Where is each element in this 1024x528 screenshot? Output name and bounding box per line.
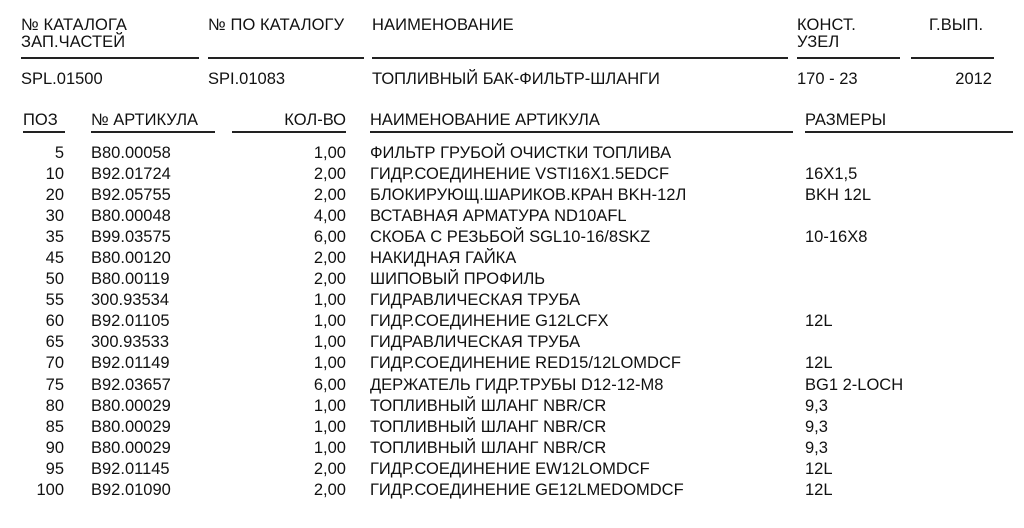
name-cell: ТОПЛИВНЫЙ ШЛАНГ NBR/CR: [370, 417, 607, 436]
name-cell: ГИДР.СОЕДИНЕНИЕ VSTI16X1.5EDCF: [370, 165, 670, 184]
table-row: [0, 164, 1024, 185]
pos-cell: 30: [45, 207, 64, 226]
assembly-value: 170 - 23: [797, 70, 858, 88]
name-cell: ГИДРАВЛИЧЕСКАЯ ТРУБА: [370, 333, 581, 352]
table-row: [0, 353, 1024, 374]
qty-cell: 1,00: [313, 438, 346, 457]
article-cell: B80.00120: [91, 249, 171, 268]
col-divider: [23, 131, 65, 133]
col-divider: [91, 131, 215, 133]
qty-cell: 1,00: [313, 417, 346, 436]
parts-table: [0, 143, 1024, 501]
name-cell: ВСТАВНАЯ АРМАТУРА ND10AFL: [370, 207, 627, 226]
qty-cell: 2,00: [313, 165, 346, 184]
col-divider: [232, 131, 346, 133]
col-header-article: № АРТИКУЛА: [91, 111, 199, 129]
pos-cell: 60: [45, 312, 64, 331]
table-row: [0, 269, 1024, 290]
col-header-name: НАИМЕНОВАНИЕ АРТИКУЛА: [370, 111, 600, 129]
article-cell: B80.00119: [91, 270, 170, 289]
table-row: [0, 396, 1024, 417]
name-cell: ФИЛЬТР ГРУБОЙ ОЧИСТКИ ТОПЛИВА: [370, 144, 672, 162]
col-header-qty: КОЛ-ВО: [284, 111, 346, 129]
article-cell: B92.01149: [91, 354, 170, 373]
by-catalog-label: № ПО КАТАЛОГУ: [208, 16, 345, 34]
name-label: НАИМЕНОВАНИЕ: [372, 16, 514, 34]
size-cell: 16X1,5: [805, 165, 858, 184]
article-cell: B80.00029: [91, 417, 171, 436]
size-cell: 12L: [805, 312, 833, 331]
col-divider: [370, 131, 793, 133]
name-value: ТОПЛИВНЫЙ БАК-ФИЛЬТР-ШЛАНГИ: [372, 70, 660, 88]
name-cell: ТОПЛИВНЫЙ ШЛАНГ NBR/CR: [370, 438, 607, 457]
catalog-no-label-line2: ЗАП.ЧАСТЕЙ: [21, 33, 126, 51]
table-row: [0, 185, 1024, 206]
pos-cell: 50: [45, 270, 64, 289]
assembly-label-line1: КОНСТ.: [797, 16, 856, 34]
qty-cell: 2,00: [313, 480, 346, 499]
year-label: Г.ВЫП.: [929, 16, 984, 34]
table-row: [0, 438, 1024, 459]
size-cell: 12L: [805, 459, 833, 478]
size-cell: 9,3: [805, 396, 828, 415]
table-row: [0, 248, 1024, 269]
assembly-label: [797, 17, 856, 51]
col-header-size: РАЗМЕРЫ: [805, 111, 887, 129]
pos-cell: 55: [45, 291, 64, 310]
table-row: [0, 206, 1024, 227]
size-cell: 12L: [805, 480, 833, 499]
article-cell: B92.03657: [91, 375, 171, 394]
pos-cell: 85: [45, 417, 64, 436]
name-cell: ГИДР.СОЕДИНЕНИЕ EW12LOMDCF: [370, 459, 650, 478]
header-divider: [21, 57, 199, 59]
year-value: 2012: [955, 70, 992, 88]
col-divider: [805, 131, 1013, 133]
qty-cell: 1,00: [313, 354, 346, 373]
article-cell: B92.01105: [91, 312, 170, 331]
table-row: [0, 375, 1024, 396]
size-cell: 10-16X8: [805, 228, 868, 247]
name-cell: ГИДР.СОЕДИНЕНИЕ GE12LMEDOMDCF: [370, 480, 684, 499]
qty-cell: 6,00: [313, 375, 346, 394]
qty-cell: 2,00: [313, 270, 346, 289]
table-row: [0, 459, 1024, 480]
catalog-no-label-line1: № КАТАЛОГА: [21, 16, 128, 34]
pos-cell: 35: [45, 228, 64, 247]
name-cell: ШИПОВЫЙ ПРОФИЛЬ: [370, 270, 546, 289]
article-cell: B80.00058: [91, 144, 171, 162]
table-row: [0, 143, 1024, 164]
pos-cell: 100: [36, 480, 64, 499]
pos-cell: 45: [45, 249, 64, 268]
name-cell: ТОПЛИВНЫЙ ШЛАНГ NBR/CR: [370, 396, 607, 415]
name-cell: ГИДР.СОЕДИНЕНИЕ RED15/12LOMDCF: [370, 354, 681, 373]
article-cell: B99.03575: [91, 228, 171, 247]
assembly-label-line2: УЗЕЛ: [797, 33, 840, 51]
size-cell: BKH 12L: [805, 186, 872, 205]
pos-cell: 20: [45, 186, 64, 205]
qty-cell: 2,00: [313, 459, 346, 478]
pos-cell: 75: [45, 375, 64, 394]
qty-cell: 6,00: [313, 228, 346, 247]
article-cell: B92.05755: [91, 186, 171, 205]
header-divider: [797, 57, 900, 59]
name-cell: СКОБА С РЕЗЬБОЙ SGL10-16/8SKZ: [370, 228, 651, 247]
pos-cell: 10: [45, 165, 64, 184]
catalog-no-label: [21, 17, 127, 51]
name-cell: НАКИДНАЯ ГАЙКА: [370, 249, 517, 268]
header-divider: [911, 57, 994, 59]
article-cell: B80.00048: [91, 207, 171, 226]
table-row: [0, 480, 1024, 501]
table-row: [0, 227, 1024, 248]
qty-cell: 1,00: [313, 291, 346, 310]
qty-cell: 1,00: [313, 144, 346, 162]
table-row: [0, 417, 1024, 438]
article-cell: 300.93533: [91, 333, 169, 352]
qty-cell: 2,00: [313, 249, 346, 268]
table-row: [0, 332, 1024, 353]
article-cell: B92.01145: [91, 459, 170, 478]
article-cell: B80.00029: [91, 396, 171, 415]
header-divider: [372, 57, 788, 59]
catalog-no-value: SPL.01500: [21, 70, 103, 88]
article-cell: B80.00029: [91, 438, 171, 457]
size-cell: BG1 2-LOCH: [805, 375, 904, 394]
size-cell: 9,3: [805, 417, 828, 436]
name-cell: ГИДРАВЛИЧЕСКАЯ ТРУБА: [370, 291, 581, 310]
size-cell: 12L: [805, 354, 833, 373]
article-cell: 300.93534: [91, 291, 169, 310]
pos-cell: 80: [45, 396, 64, 415]
pos-cell: 65: [45, 333, 64, 352]
table-row: [0, 311, 1024, 332]
col-header-pos: ПОЗ: [23, 111, 58, 129]
header-divider: [208, 57, 364, 59]
qty-cell: 1,00: [313, 333, 346, 352]
qty-cell: 1,00: [313, 396, 346, 415]
pos-cell: 5: [54, 144, 64, 162]
qty-cell: 4,00: [313, 207, 346, 226]
pos-cell: 90: [45, 438, 64, 457]
size-cell: 9,3: [805, 438, 828, 457]
table-row: [0, 290, 1024, 311]
pos-cell: 95: [45, 459, 64, 478]
name-cell: БЛОКИРУЮЩ.ШАРИКОВ.КРАН BKH-12Л: [370, 186, 687, 205]
name-cell: ГИДР.СОЕДИНЕНИЕ G12LCFX: [370, 312, 609, 331]
article-cell: B92.01090: [91, 480, 171, 499]
by-catalog-value: SPI.01083: [208, 70, 286, 88]
name-cell: ДЕРЖАТЕЛЬ ГИДР.ТРУБЫ D12-12-M8: [370, 375, 664, 394]
article-cell: B92.01724: [91, 165, 171, 184]
qty-cell: 1,00: [313, 312, 346, 331]
pos-cell: 70: [45, 354, 64, 373]
qty-cell: 2,00: [313, 186, 346, 205]
